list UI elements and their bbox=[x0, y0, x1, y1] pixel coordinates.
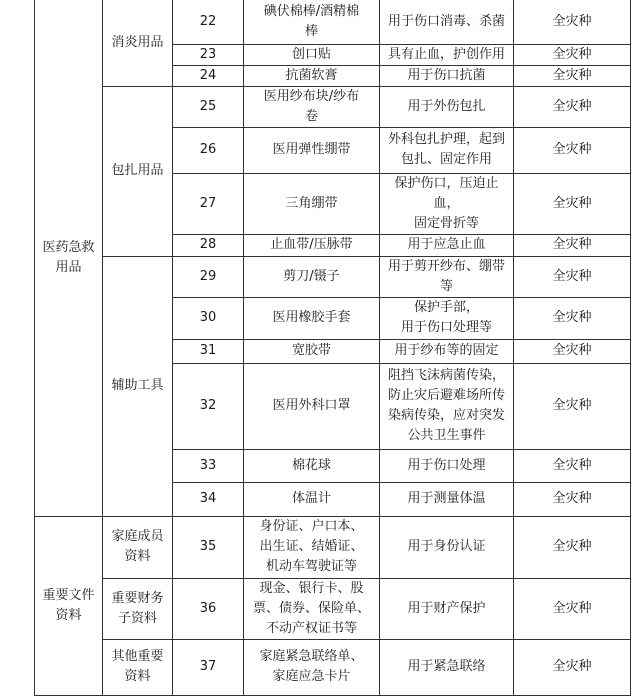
item-usage-cell: 用于测量体温 bbox=[380, 482, 514, 516]
item-usage-cell: 用于身份认证 bbox=[380, 516, 514, 578]
item-usage-cell: 保护伤口，压迫止血， 固定骨折等 bbox=[380, 173, 514, 234]
item-name-cell: 医用纱布块/纱布 卷 bbox=[244, 86, 380, 127]
item-usage-cell: 用于紧急联络 bbox=[380, 639, 514, 695]
item-usage-cell: 用于纱布等的固定 bbox=[380, 339, 514, 363]
subcategory-cell: 重要财务 子资料 bbox=[103, 578, 173, 639]
item-usage-cell: 保护手部， 用于伤口处理等 bbox=[380, 297, 514, 339]
item-disaster-type-cell: 全灾种 bbox=[514, 363, 631, 449]
item-name-cell: 碘伏棉棒/酒精棉 棒 bbox=[244, 0, 380, 44]
item-name-cell: 宽胶带 bbox=[244, 339, 380, 363]
subcategory-cell: 消炎用品 bbox=[103, 0, 173, 86]
item-number-cell: 37 bbox=[173, 639, 244, 695]
item-number-cell: 23 bbox=[173, 44, 244, 65]
subcategory-cell: 其他重要 资料 bbox=[103, 639, 173, 695]
item-number-cell: 36 bbox=[173, 578, 244, 639]
item-number-cell: 33 bbox=[173, 449, 244, 482]
item-number-cell: 30 bbox=[173, 297, 244, 339]
item-number-cell: 24 bbox=[173, 65, 244, 86]
item-disaster-type-cell: 全灾种 bbox=[514, 639, 631, 695]
item-disaster-type-cell: 全灾种 bbox=[514, 256, 631, 297]
item-usage-cell: 用于财产保护 bbox=[380, 578, 514, 639]
supply-table-body bbox=[35, 0, 631, 695]
item-disaster-type-cell: 全灾种 bbox=[514, 44, 631, 65]
subcategory-cell: 包扎用品 bbox=[103, 86, 173, 256]
table-row bbox=[35, 86, 631, 127]
item-name-cell: 创口贴 bbox=[244, 44, 380, 65]
item-disaster-type-cell: 全灾种 bbox=[514, 449, 631, 482]
table-row bbox=[35, 0, 631, 44]
item-disaster-type-cell: 全灾种 bbox=[514, 482, 631, 516]
item-usage-cell: 阻挡飞沫病菌传染， 防止灾后避难场所传 染病传染，应对突发 公共卫生事件 bbox=[380, 363, 514, 449]
category-cell: 重要文件 资料 bbox=[35, 516, 103, 695]
item-disaster-type-cell: 全灾种 bbox=[514, 339, 631, 363]
table-row bbox=[35, 256, 631, 297]
item-usage-cell: 用于外伤包扎 bbox=[380, 86, 514, 127]
item-name-cell: 止血带/压脉带 bbox=[244, 234, 380, 256]
supply-table bbox=[34, 0, 631, 696]
item-disaster-type-cell: 全灾种 bbox=[514, 516, 631, 578]
item-number-cell: 25 bbox=[173, 86, 244, 127]
item-disaster-type-cell: 全灾种 bbox=[514, 0, 631, 44]
item-name-cell: 医用外科口罩 bbox=[244, 363, 380, 449]
item-disaster-type-cell: 全灾种 bbox=[514, 86, 631, 127]
item-name-cell: 棉花球 bbox=[244, 449, 380, 482]
item-number-cell: 35 bbox=[173, 516, 244, 578]
item-usage-cell: 用于伤口抗菌 bbox=[380, 65, 514, 86]
item-number-cell: 29 bbox=[173, 256, 244, 297]
item-name-cell: 剪刀/镊子 bbox=[244, 256, 380, 297]
item-name-cell: 现金、银行卡、股 票、债券、保险单、 不动产权证书等 bbox=[244, 578, 380, 639]
item-name-cell: 体温计 bbox=[244, 482, 380, 516]
item-usage-cell: 用于剪开纱布、绷带 等 bbox=[380, 256, 514, 297]
subcategory-cell: 辅助工具 bbox=[103, 256, 173, 516]
item-number-cell: 28 bbox=[173, 234, 244, 256]
item-disaster-type-cell: 全灾种 bbox=[514, 127, 631, 173]
item-disaster-type-cell: 全灾种 bbox=[514, 234, 631, 256]
item-name-cell: 身份证、户口本、 出生证、结婚证、 机动车驾驶证等 bbox=[244, 516, 380, 578]
item-number-cell: 31 bbox=[173, 339, 244, 363]
category-cell: 医药急救 用品 bbox=[35, 0, 103, 516]
item-disaster-type-cell: 全灾种 bbox=[514, 297, 631, 339]
item-disaster-type-cell: 全灾种 bbox=[514, 578, 631, 639]
item-number-cell: 32 bbox=[173, 363, 244, 449]
item-usage-cell: 具有止血，护创作用 bbox=[380, 44, 514, 65]
table-row bbox=[35, 516, 631, 578]
item-name-cell: 抗菌软膏 bbox=[244, 65, 380, 86]
item-disaster-type-cell: 全灾种 bbox=[514, 65, 631, 86]
item-number-cell: 22 bbox=[173, 0, 244, 44]
item-usage-cell: 外科包扎护理，起到 包扎、固定作用 bbox=[380, 127, 514, 173]
item-usage-cell: 用于伤口处理 bbox=[380, 449, 514, 482]
subcategory-cell: 家庭成员 资料 bbox=[103, 516, 173, 578]
item-number-cell: 26 bbox=[173, 127, 244, 173]
item-number-cell: 27 bbox=[173, 173, 244, 234]
item-name-cell: 三角绷带 bbox=[244, 173, 380, 234]
item-usage-cell: 用于伤口消毒、杀菌 bbox=[380, 0, 514, 44]
item-name-cell: 医用橡胶手套 bbox=[244, 297, 380, 339]
item-disaster-type-cell: 全灾种 bbox=[514, 173, 631, 234]
item-number-cell: 34 bbox=[173, 482, 244, 516]
item-name-cell: 家庭紧急联络单、 家庭应急卡片 bbox=[244, 639, 380, 695]
table-row bbox=[35, 639, 631, 695]
table-row bbox=[35, 578, 631, 639]
item-name-cell: 医用弹性绷带 bbox=[244, 127, 380, 173]
item-usage-cell: 用于应急止血 bbox=[380, 234, 514, 256]
